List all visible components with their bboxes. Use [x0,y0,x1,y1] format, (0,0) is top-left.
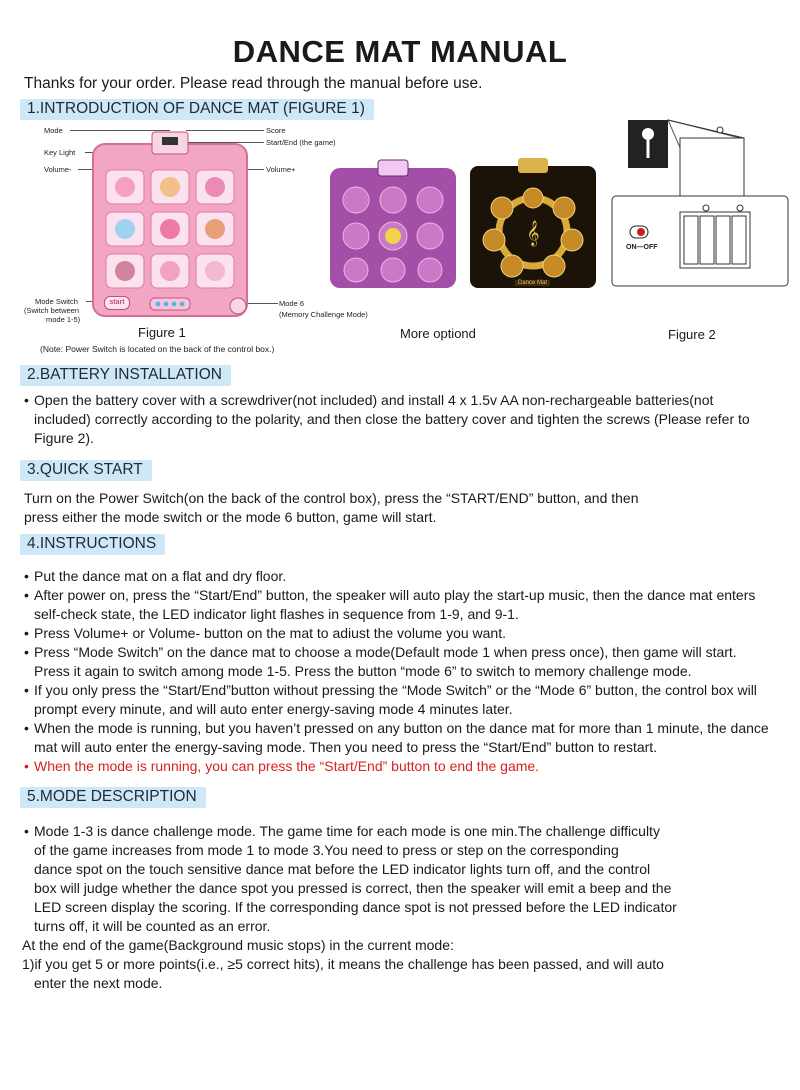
instruction-item: • After power on, press the “Start/End” button, the speaker will auto play the start-up music, then the dance mat enters self-check state, the LED indicator light flashes in sequence from 1-9, and 9-1. [24,586,769,624]
label-volume-plus: Volume+ [266,165,296,174]
mode-end-line: At the end of the game(Background music stops) in the current mode: [22,937,454,953]
instruction-item: • Press Volume+ or Volume- button on the mat to adiust the volume you want. [24,624,769,643]
figure-1-caption: Figure 1 [138,325,186,340]
mode-description-bullet [24,822,784,936]
label-mode-6-note: (Memory Challenge Mode) [279,310,368,319]
battery-text: • Open the battery cover with a screwdriver(not included) and install 4 x 1.5v AA non-rechargeable batteries(not included) correctly according to the polarity, and then close the battery cover and tighten the screws (Please refer to Figure 2). [24,391,764,448]
quick-start-line-2: press either the mode switch or the mode 6 button, game will start. [24,509,437,525]
instruction-item: • Press “Mode Switch” on the dance mat to choose a mode(Default mode 1 when press once), then game will start. Press it again to switch among mode 1-5. Press the button “mode 6” to switch to memory challenge mode. [24,643,769,681]
mode-point-1-continued: enter the next mode. [34,975,163,991]
gold-dance-mat-illustration [468,158,598,290]
instruction-item-warning: • When the mode is running, you can press the “Start/End” button to end the game. [24,757,769,776]
section-heading-mode-description: 5.MODE DESCRIPTION [20,787,206,808]
label-start-end: Start/End (the game) [266,138,336,147]
label-mode-switch: Mode Switch [35,297,78,306]
label-mode: Mode [44,126,63,135]
label-mode-switch-note: (Switch between [24,306,80,315]
mode-line: dance spot on the touch sensitive dance mat before the LED indicator lights turn off, and the control [34,861,651,877]
label-volume-minus: Volume- [44,165,72,174]
instruction-item: • When the mode is running, but you haven’t pressed on any button on the dance mat for more than 1 minute, the dance mat will auto enter the energy-saving mode. Then you need to press the “Start/End” button to restart. [24,719,769,757]
section-heading-introduction: 1.INTRODUCTION OF DANCE MAT (FIGURE 1) [20,99,374,120]
section-heading-battery: 2.BATTERY INSTALLATION [20,365,231,386]
section-heading-quick-start: 3.QUICK START [20,460,152,481]
label-mode-switch-range: mode 1-5) [46,315,81,324]
mode-line: • Mode 1-3 is dance challenge mode. The game time for each mode is one min.The challenge difficulty [34,823,660,839]
mode-line: box will judge whether the dance spot you pressed is correct, then the speaker will emit a beep and the [34,880,672,896]
purple-dance-mat-illustration [328,158,458,290]
gold-mat-label: Dance Mat [515,280,550,286]
instructions-list [24,567,769,776]
pink-dance-mat-illustration [90,130,250,320]
section-heading-instructions: 4.INSTRUCTIONS [20,534,165,555]
quick-start-line-1: Turn on the Power Switch(on the back of the control box), press the “START/END” button, and then [24,490,639,506]
battery-instructions [24,391,764,448]
mode-point-1: 1)if you get 5 or more points(i.e., ≥5 correct hits), it means the challenge has been passed, and will auto [22,956,664,972]
more-options-caption: More optiond [400,326,476,341]
mode-description [24,822,784,993]
mode-line: of the game increases from mode 1 to mode 3.You need to press or step on the corresponding [34,842,619,858]
label-mode-6: Mode 6 [279,299,305,308]
mode-line: LED screen display the scoring. If the corresponding dance spot is not pressed before the LED indicator [34,899,677,915]
figure-2-caption: Figure 2 [668,327,716,342]
figure-2-battery-illustration [610,112,790,290]
mode-line: turns off, it will be counted as an error. [34,918,271,934]
label-key-light: Key Light [44,148,76,157]
instruction-item: • If you only press the “Start/End”button without pressing the “Mode Switch” or the “Mode 6” button, the control box will prompt every minute, and will auto enter energy-saving mode 4 minutes later. [24,681,769,719]
label-score: Score [266,126,286,135]
power-switch-label: ON—OFF [626,244,658,251]
mode-switch-start-button: start [104,296,130,310]
intro-text: Thanks for your order. Please read through the manual before use. [24,75,483,92]
instruction-item: • Put the dance mat on a flat and dry floor. [24,567,769,586]
page-title: DANCE MAT MANUAL [232,34,568,69]
svg-text:𝄞: 𝄞 [526,221,540,246]
power-switch-note: (Note: Power Switch is located on the back of the control box.) [40,344,275,354]
